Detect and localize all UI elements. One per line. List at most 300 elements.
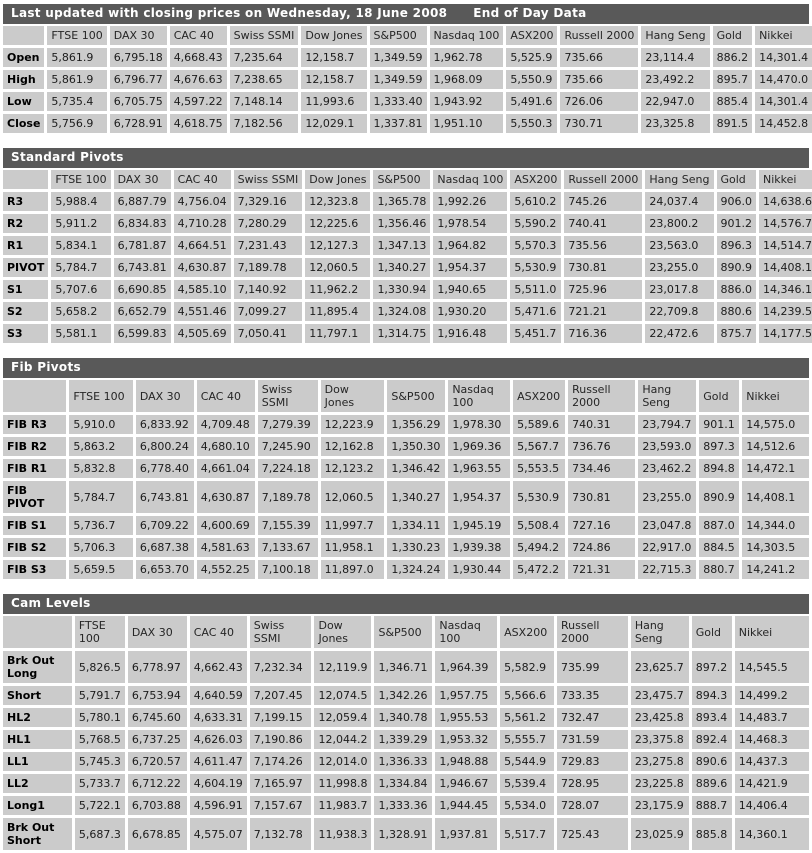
value-cell: 23,462.2 (638, 459, 696, 478)
value-cell: 7,100.18 (258, 560, 318, 579)
value-cell: 1,937.81 (435, 818, 497, 850)
row-label: FIB R3 (3, 415, 66, 434)
column-header: Swiss SSMI (230, 26, 299, 45)
row-label: Low (3, 92, 44, 111)
value-cell: 14,575.0 (742, 415, 809, 434)
value-cell: 4,585.10 (174, 280, 231, 299)
column-header: S&P500 (387, 380, 445, 412)
value-cell: 4,551.46 (174, 302, 231, 321)
column-header: Swiss SSMI (234, 170, 303, 189)
value-cell: 5,471.6 (510, 302, 561, 321)
value-cell: 7,280.29 (234, 214, 303, 233)
value-cell: 895.7 (713, 70, 753, 89)
value-cell: 1,365.78 (373, 192, 430, 211)
value-cell: 14,421.9 (735, 774, 809, 793)
value-cell: 23,325.8 (641, 114, 709, 133)
value-cell: 890.9 (699, 481, 739, 513)
value-cell: 1,930.20 (433, 302, 507, 321)
value-cell: 14,406.4 (735, 796, 809, 815)
section-cam-levels (3, 594, 809, 853)
value-cell: 14,241.2 (742, 560, 809, 579)
column-header: DAX 30 (114, 170, 171, 189)
value-cell: 11,958.1 (321, 538, 385, 557)
column-header: CAC 40 (170, 26, 227, 45)
column-header: DAX 30 (110, 26, 167, 45)
row-label: LL2 (3, 774, 72, 793)
value-cell: 14,472.1 (742, 459, 809, 478)
value-cell: 897.3 (699, 437, 739, 456)
row-label: Open (3, 48, 44, 67)
column-header: FTSE 100 (69, 380, 133, 412)
value-cell: 5,582.9 (500, 651, 554, 683)
section-standard-pivots (3, 148, 812, 346)
column-header: DAX 30 (136, 380, 194, 412)
value-cell: 1,349.59 (370, 70, 427, 89)
column-header: Swiss SSMI (258, 380, 318, 412)
value-cell: 890.6 (692, 752, 732, 771)
value-cell: 1,333.40 (370, 92, 427, 111)
value-cell: 6,678.85 (128, 818, 187, 850)
value-cell: 23,255.0 (645, 258, 713, 277)
value-cell: 12,060.5 (321, 481, 385, 513)
value-cell: 5,570.3 (510, 236, 561, 255)
column-header: Nasdaq 100 (448, 380, 510, 412)
value-cell: 5,791.7 (75, 686, 125, 705)
value-cell: 5,861.9 (47, 70, 106, 89)
value-cell: 14,301.4 (755, 48, 812, 67)
corner-cell (3, 26, 44, 45)
value-cell: 5,687.3 (75, 818, 125, 850)
value-cell: 7,207.45 (250, 686, 312, 705)
value-cell: 886.2 (713, 48, 753, 67)
value-cell: 1,330.94 (373, 280, 430, 299)
column-header: Dow Jones (321, 380, 385, 412)
value-cell: 5,910.0 (69, 415, 133, 434)
value-cell: 7,050.41 (234, 324, 303, 343)
value-cell: 1,964.82 (433, 236, 507, 255)
value-cell: 5,511.0 (510, 280, 561, 299)
value-cell: 7,182.56 (230, 114, 299, 133)
value-cell: 7,155.39 (258, 516, 318, 535)
table-row (3, 70, 812, 89)
value-cell: 14,512.6 (742, 437, 809, 456)
value-cell: 5,988.4 (51, 192, 110, 211)
column-header: Nasdaq 100 (430, 26, 504, 45)
value-cell: 23,275.8 (631, 752, 689, 771)
column-header: CAC 40 (174, 170, 231, 189)
value-cell: 14,514.7 (759, 236, 812, 255)
row-label: LL1 (3, 752, 72, 771)
value-cell: 22,709.8 (645, 302, 713, 321)
column-header: Russell 2000 (557, 616, 628, 648)
column-header: ASX200 (506, 26, 557, 45)
section-eod-data (3, 4, 809, 136)
value-cell: 23,047.8 (638, 516, 696, 535)
value-cell: 23,475.7 (631, 686, 689, 705)
value-cell: 1,957.75 (435, 686, 497, 705)
value-cell: 11,895.4 (305, 302, 370, 321)
table-row (3, 686, 809, 705)
column-header: Dow Jones (301, 26, 366, 45)
value-cell: 4,668.43 (170, 48, 227, 67)
value-cell: 1,939.38 (448, 538, 510, 557)
value-cell: 12,162.8 (321, 437, 385, 456)
value-cell: 5,508.4 (513, 516, 565, 535)
value-cell: 7,132.78 (250, 818, 312, 850)
value-cell: 4,661.04 (197, 459, 255, 478)
value-cell: 745.26 (564, 192, 642, 211)
value-cell: 735.99 (557, 651, 628, 683)
value-cell: 5,735.4 (47, 92, 106, 111)
row-label: R2 (3, 214, 48, 233)
value-cell: 5,530.9 (513, 481, 565, 513)
value-cell: 4,505.69 (174, 324, 231, 343)
column-header: S&P500 (370, 26, 427, 45)
value-cell: 886.0 (717, 280, 757, 299)
value-cell: 1,336.33 (374, 752, 432, 771)
value-cell: 7,189.78 (258, 481, 318, 513)
value-cell: 12,223.9 (321, 415, 385, 434)
value-cell: 5,832.8 (69, 459, 133, 478)
row-label: FIB R2 (3, 437, 66, 456)
value-cell: 11,797.1 (305, 324, 370, 343)
value-cell: 887.0 (699, 516, 739, 535)
value-cell: 7,190.86 (250, 730, 312, 749)
value-cell: 14,638.6 (759, 192, 812, 211)
standard-pivots-titlebar (3, 148, 809, 168)
value-cell: 5,707.6 (51, 280, 110, 299)
value-cell: 901.2 (717, 214, 757, 233)
value-cell: 5,530.9 (510, 258, 561, 277)
value-cell: 1,948.88 (435, 752, 497, 771)
value-cell: 6,778.40 (136, 459, 194, 478)
value-cell: 7,329.16 (234, 192, 303, 211)
value-cell: 4,604.19 (190, 774, 247, 793)
value-cell: 896.3 (717, 236, 757, 255)
value-cell: 12,044.2 (314, 730, 371, 749)
row-label: HL2 (3, 708, 72, 727)
value-cell: 906.0 (717, 192, 757, 211)
column-header: Russell 2000 (568, 380, 635, 412)
value-cell: 23,114.4 (641, 48, 709, 67)
value-cell: 1,337.81 (370, 114, 427, 133)
value-cell: 12,029.1 (301, 114, 366, 133)
value-cell: 5,826.5 (75, 651, 125, 683)
value-cell: 5,539.4 (500, 774, 554, 793)
value-cell: 1,346.71 (374, 651, 432, 683)
value-cell: 14,177.5 (759, 324, 812, 343)
table-row (3, 774, 809, 793)
value-cell: 4,575.07 (190, 818, 247, 850)
value-cell: 1,333.36 (374, 796, 432, 815)
value-cell: 23,593.0 (638, 437, 696, 456)
table-row (3, 651, 809, 683)
value-cell: 894.3 (692, 686, 732, 705)
value-cell: 5,451.7 (510, 324, 561, 343)
value-cell: 5,784.7 (69, 481, 133, 513)
value-cell: 728.95 (557, 774, 628, 793)
value-cell: 23,017.8 (645, 280, 713, 299)
value-cell: 6,709.22 (136, 516, 194, 535)
value-cell: 880.6 (717, 302, 757, 321)
value-cell: 6,743.81 (114, 258, 171, 277)
value-cell: 6,796.77 (110, 70, 167, 89)
value-cell: 23,563.0 (645, 236, 713, 255)
value-cell: 12,158.7 (301, 48, 366, 67)
value-cell: 7,231.43 (234, 236, 303, 255)
table-row (3, 796, 809, 815)
value-cell: 4,626.03 (190, 730, 247, 749)
table-row (3, 538, 809, 557)
value-cell: 14,303.5 (742, 538, 809, 557)
value-cell: 22,917.0 (638, 538, 696, 557)
column-header: Nikkei (742, 380, 809, 412)
value-cell: 5,494.2 (513, 538, 565, 557)
value-cell: 1,339.29 (374, 730, 432, 749)
value-cell: 5,784.7 (51, 258, 110, 277)
value-cell: 725.43 (557, 818, 628, 850)
value-cell: 728.07 (557, 796, 628, 815)
value-cell: 7,099.27 (234, 302, 303, 321)
table-row (3, 214, 812, 233)
row-label: S1 (3, 280, 48, 299)
value-cell: 730.71 (560, 114, 638, 133)
value-cell: 6,887.79 (114, 192, 171, 211)
value-cell: 22,715.3 (638, 560, 696, 579)
value-cell: 889.6 (692, 774, 732, 793)
value-cell: 22,947.0 (641, 92, 709, 111)
section-title: Cam Levels (11, 596, 91, 610)
value-cell: 5,581.1 (51, 324, 110, 343)
value-cell: 4,618.75 (170, 114, 227, 133)
value-cell: 1,340.27 (387, 481, 445, 513)
row-label: S2 (3, 302, 48, 321)
value-cell: 14,499.2 (735, 686, 809, 705)
value-cell: 4,676.63 (170, 70, 227, 89)
column-header: Swiss SSMI (250, 616, 312, 648)
value-cell: 4,756.04 (174, 192, 231, 211)
value-cell: 7,238.65 (230, 70, 299, 89)
corner-cell (3, 380, 66, 412)
value-cell: 1,943.92 (430, 92, 504, 111)
value-cell: 1,314.75 (373, 324, 430, 343)
value-cell: 14,437.3 (735, 752, 809, 771)
table-row (3, 818, 809, 850)
value-cell: 4,709.48 (197, 415, 255, 434)
value-cell: 5,780.1 (75, 708, 125, 727)
value-cell: 12,323.8 (305, 192, 370, 211)
column-header: Gold (692, 616, 732, 648)
value-cell: 4,581.63 (197, 538, 255, 557)
value-cell: 6,834.83 (114, 214, 171, 233)
value-cell: 23,492.2 (641, 70, 709, 89)
value-cell: 1,951.10 (430, 114, 504, 133)
column-header: Gold (713, 26, 753, 45)
row-label: FIB S3 (3, 560, 66, 579)
value-cell: 1,346.42 (387, 459, 445, 478)
value-cell: 14,344.0 (742, 516, 809, 535)
value-cell: 23,794.7 (638, 415, 696, 434)
value-cell: 5,745.3 (75, 752, 125, 771)
table-row (3, 324, 812, 343)
value-cell: 6,687.38 (136, 538, 194, 557)
value-cell: 5,659.5 (69, 560, 133, 579)
column-header: Hang Seng (638, 380, 696, 412)
value-cell: 14,346.1 (759, 280, 812, 299)
value-cell: 730.81 (564, 258, 642, 277)
column-header: CAC 40 (197, 380, 255, 412)
value-cell: 731.59 (557, 730, 628, 749)
column-header: S&P500 (373, 170, 430, 189)
value-cell: 729.83 (557, 752, 628, 771)
value-cell: 1,349.59 (370, 48, 427, 67)
value-cell: 14,470.0 (755, 70, 812, 89)
table-row (3, 752, 809, 771)
value-cell: 12,123.2 (321, 459, 385, 478)
value-cell: 14,360.1 (735, 818, 809, 850)
column-header: FTSE 100 (47, 26, 106, 45)
value-cell: 1,968.09 (430, 70, 504, 89)
value-cell: 1,963.55 (448, 459, 510, 478)
value-cell: 1,930.44 (448, 560, 510, 579)
value-cell: 23,375.8 (631, 730, 689, 749)
table-row (3, 481, 809, 513)
value-cell: 1,954.37 (448, 481, 510, 513)
eod-titlebar (3, 4, 809, 24)
value-cell: 1,954.37 (433, 258, 507, 277)
column-header: Nikkei (755, 26, 812, 45)
value-cell: 894.8 (699, 459, 739, 478)
value-cell: 11,998.8 (314, 774, 371, 793)
corner-cell (3, 616, 72, 648)
value-cell: 14,545.5 (735, 651, 809, 683)
value-cell: 11,962.2 (305, 280, 370, 299)
value-cell: 7,133.67 (258, 538, 318, 557)
column-header: S&P500 (374, 616, 432, 648)
value-cell: 1,955.53 (435, 708, 497, 727)
row-label: PIVOT (3, 258, 48, 277)
value-cell: 5,706.3 (69, 538, 133, 557)
value-cell: 4,596.91 (190, 796, 247, 815)
value-cell: 901.1 (699, 415, 739, 434)
value-cell: 23,175.9 (631, 796, 689, 815)
value-cell: 12,119.9 (314, 651, 371, 683)
value-cell: 6,705.75 (110, 92, 167, 111)
eod-table (0, 23, 812, 136)
value-cell: 1,347.13 (373, 236, 430, 255)
column-header: CAC 40 (190, 616, 247, 648)
value-cell: 1,324.08 (373, 302, 430, 321)
table-row (3, 48, 812, 67)
value-cell: 6,795.18 (110, 48, 167, 67)
value-cell: 5,567.7 (513, 437, 565, 456)
column-header: Gold (717, 170, 757, 189)
column-header: Dow Jones (305, 170, 370, 189)
value-cell: 4,630.87 (174, 258, 231, 277)
value-cell: 5,733.7 (75, 774, 125, 793)
value-cell: 6,728.91 (110, 114, 167, 133)
table-row (3, 560, 809, 579)
value-cell: 7,245.90 (258, 437, 318, 456)
fib-pivots-table (0, 377, 812, 582)
value-cell: 23,625.7 (631, 651, 689, 683)
value-cell: 1,992.26 (433, 192, 507, 211)
value-cell: 735.66 (560, 48, 638, 67)
value-cell: 1,964.39 (435, 651, 497, 683)
value-cell: 6,599.83 (114, 324, 171, 343)
column-header-row (3, 616, 809, 648)
value-cell: 735.56 (564, 236, 642, 255)
value-cell: 7,224.18 (258, 459, 318, 478)
value-cell: 4,640.59 (190, 686, 247, 705)
value-cell: 4,630.87 (197, 481, 255, 513)
value-cell: 740.41 (564, 214, 642, 233)
value-cell: 892.4 (692, 730, 732, 749)
value-cell: 5,491.6 (506, 92, 557, 111)
value-cell: 7,199.15 (250, 708, 312, 727)
value-cell: 7,140.92 (234, 280, 303, 299)
value-cell: 23,255.0 (638, 481, 696, 513)
value-cell: 1,953.32 (435, 730, 497, 749)
value-cell: 4,597.22 (170, 92, 227, 111)
value-cell: 23,800.2 (645, 214, 713, 233)
value-cell: 7,189.78 (234, 258, 303, 277)
value-cell: 1,356.46 (373, 214, 430, 233)
value-cell: 4,680.10 (197, 437, 255, 456)
column-header: Dow Jones (314, 616, 371, 648)
value-cell: 740.31 (568, 415, 635, 434)
value-cell: 12,074.5 (314, 686, 371, 705)
value-cell: 880.7 (699, 560, 739, 579)
value-cell: 4,552.25 (197, 560, 255, 579)
value-cell: 725.96 (564, 280, 642, 299)
column-header: Russell 2000 (560, 26, 638, 45)
value-cell: 6,833.92 (136, 415, 194, 434)
value-cell: 734.46 (568, 459, 635, 478)
row-label: R3 (3, 192, 48, 211)
value-cell: 724.86 (568, 538, 635, 557)
value-cell: 726.06 (560, 92, 638, 111)
value-cell: 1,342.26 (374, 686, 432, 705)
value-cell: 6,753.94 (128, 686, 187, 705)
value-cell: 885.4 (713, 92, 753, 111)
value-cell: 5,911.2 (51, 214, 110, 233)
value-cell: 1,946.67 (435, 774, 497, 793)
value-cell: 11,938.3 (314, 818, 371, 850)
value-cell: 11,983.7 (314, 796, 371, 815)
value-cell: 23,225.8 (631, 774, 689, 793)
value-cell: 4,664.51 (174, 236, 231, 255)
value-cell: 1,978.30 (448, 415, 510, 434)
value-cell: 12,158.7 (301, 70, 366, 89)
value-cell: 1,324.24 (387, 560, 445, 579)
value-cell: 5,525.9 (506, 48, 557, 67)
row-label: R1 (3, 236, 48, 255)
value-cell: 6,653.70 (136, 560, 194, 579)
value-cell: 1,962.78 (430, 48, 504, 67)
value-cell: 1,350.30 (387, 437, 445, 456)
table-row (3, 280, 812, 299)
value-cell: 5,658.2 (51, 302, 110, 321)
table-row (3, 302, 812, 321)
value-cell: 4,662.43 (190, 651, 247, 683)
value-cell: 1,340.78 (374, 708, 432, 727)
row-label: Brk Out Long (3, 651, 72, 683)
value-cell: 14,468.3 (735, 730, 809, 749)
value-cell: 735.66 (560, 70, 638, 89)
value-cell: 14,408.1 (742, 481, 809, 513)
value-cell: 5,736.7 (69, 516, 133, 535)
